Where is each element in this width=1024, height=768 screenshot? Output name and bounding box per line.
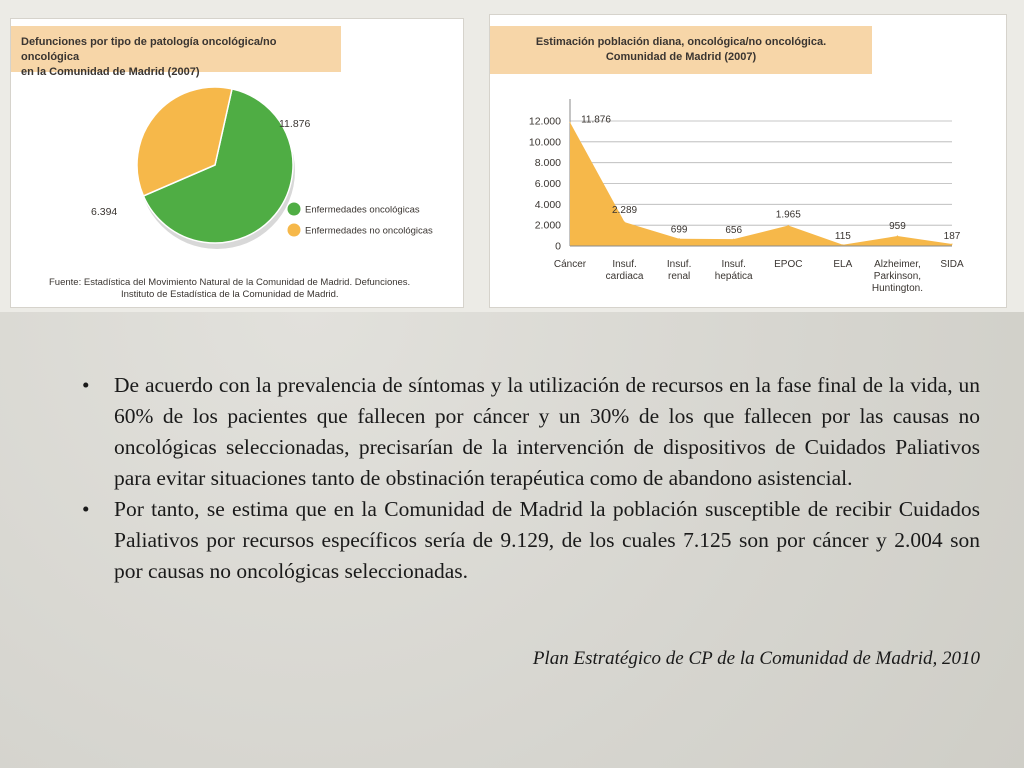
y-tick-label: 4.000 <box>534 198 561 211</box>
data-point <box>624 222 625 223</box>
data-point <box>679 238 680 239</box>
pie-title-line-1: Defunciones por tipo de patología oncológica/no oncológica <box>21 36 277 63</box>
data-value-label: 1.965 <box>775 209 801 221</box>
data-point <box>569 122 570 123</box>
source-line-1: Fuente: Estadística del Movimiento Natural de la Comunidad de Madrid. Defunciones. <box>49 277 411 288</box>
pie-value-label: 11.876 <box>279 118 311 130</box>
legend-label: Enfermedades no oncológicas <box>305 225 433 237</box>
area-title-line-1: Estimación población diana, oncológica/no oncológica. <box>535 36 827 48</box>
data-point <box>951 243 952 244</box>
x-category-label: hepática <box>714 271 753 282</box>
area-chart <box>490 15 1006 307</box>
area-chart-panel <box>489 14 1007 308</box>
pie-chart-panel <box>10 18 464 308</box>
bullet-symbol: • <box>82 497 90 521</box>
data-value-label: 11.876 <box>581 114 611 126</box>
pie-value-label: 6.394 <box>91 206 118 218</box>
bullet-list <box>80 370 980 587</box>
x-category-label: Cáncer <box>553 259 587 270</box>
data-value-label: 656 <box>725 225 743 237</box>
x-category-label: Insuf. <box>612 259 637 270</box>
x-category-label: Alzheimer, <box>874 259 921 270</box>
bullet-text: Por tanto, se estima que en la Comunidad de Madrid la población susceptible de recibir Cuidados Paliativos por recursos específicos sería de 9.129, de los cuales 7.125 son por cáncer y 2.004 son por causas no oncológicas seleccionadas. <box>114 497 980 583</box>
y-tick-label: 6.000 <box>534 178 561 190</box>
data-point <box>897 235 898 236</box>
data-value-label: 699 <box>670 224 688 236</box>
data-value-label: 115 <box>834 230 851 242</box>
x-category-label: Insuf. <box>666 259 692 270</box>
legend-label: Enfermedades oncológicas <box>305 204 420 216</box>
area-title-line-2: Comunidad de Madrid (2007) <box>605 51 757 63</box>
bullet-item <box>80 494 980 587</box>
source-line-2: Instituto de Estadística de la Comunidad de Madrid. <box>121 289 339 300</box>
pie-chart-source <box>49 277 459 301</box>
bullet-text: De acuerdo con la prevalencia de síntomas y la utilización de recursos en la fase final de la vida, un 60% de los pacientes que fallecen por cáncer y un 30% de los que fallecen por las causas no oncológicas seleccionadas, precisarían de la intervención de dispositivos de Cuidados Paliativos para evitar situaciones tanto de obstinación terapéutica como de abandono asistencial. <box>114 373 980 490</box>
x-category-label: SIDA <box>940 259 964 270</box>
data-value-label: 959 <box>889 221 906 233</box>
x-category-label: cardiaca <box>605 271 644 282</box>
x-category-label: Parkinson, <box>873 271 922 282</box>
pie-title-line-2: en la Comunidad de Madrid (2007) <box>21 66 200 78</box>
data-point <box>788 225 789 226</box>
data-point <box>842 244 843 245</box>
data-point <box>733 239 734 240</box>
legend-marker <box>288 203 301 216</box>
x-category-label: Insuf. <box>721 259 746 270</box>
legend-marker <box>288 224 301 237</box>
y-tick-label: 8.000 <box>534 157 561 170</box>
pie-chart <box>11 19 463 269</box>
y-tick-label: 12.000 <box>528 115 561 128</box>
bullet-symbol: • <box>82 373 90 397</box>
data-value-label: 187 <box>943 231 961 243</box>
x-category-label: ELA <box>833 259 853 270</box>
x-category-label: EPOC <box>774 259 803 270</box>
y-tick-label: 0 <box>555 240 561 253</box>
x-category-label: Huntington. <box>871 283 924 294</box>
y-tick-label: 10.000 <box>528 136 561 149</box>
x-category-label: renal <box>668 271 691 282</box>
y-tick-label: 2.000 <box>534 219 561 232</box>
bullet-item <box>80 370 980 494</box>
data-value-label: 2.289 <box>612 205 638 217</box>
citation: Plan Estratégico de CP de la Comunidad de Madrid, 2010 <box>532 648 980 669</box>
